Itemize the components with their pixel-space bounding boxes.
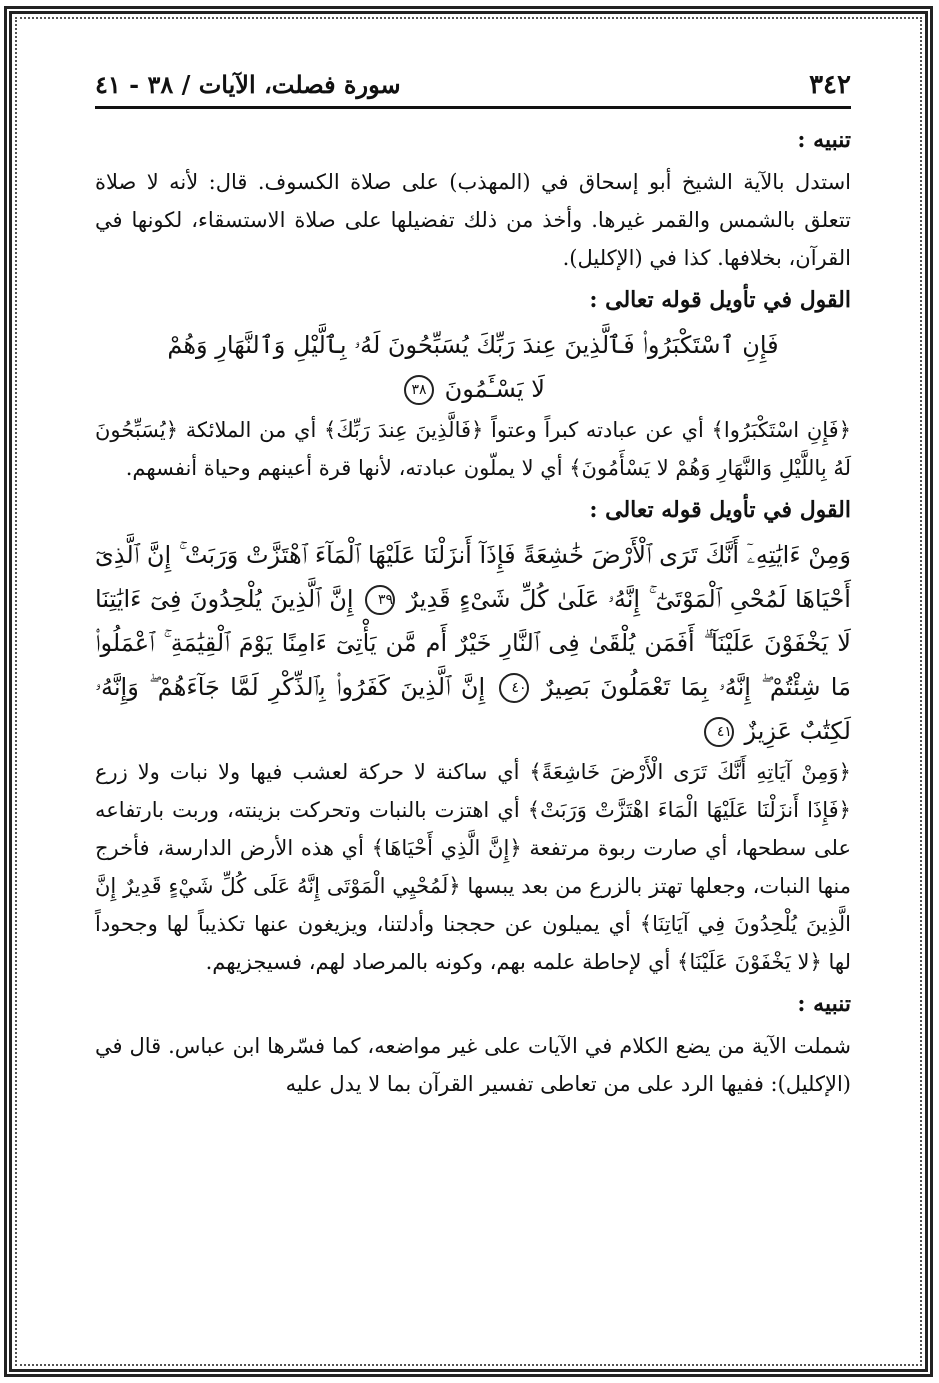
quran-verse-38-line2 [95,367,851,411]
page-number: ٣٤٢ [809,70,851,100]
note-heading: تنبيه : [797,991,851,1017]
quran-verse-41: إِنَّ ٱلَّذِينَ كَفَرُوا۟ بِٱلذِّكْرِ لَمَّا جَآءَهُمْ ۖ وَإِنَّهُۥ لَكِتَٰبٌ عَزِيزٌ [95,673,851,745]
commentary-paragraph: ﴿وَمِنْ آيَاتِهِ أَنَّكَ تَرَى الْأَرْضَ خَاشِعَةً﴾ أي ساكنة لا حركة لعشب فيها ولا نبات ولا زرع ﴿فَإِذَا أَنزَلْنَا عَلَيْهَا الْمَاءَ اهْتَزَّتْ وَرَبَتْ﴾ أي اهتزت بالنبات وتحركت بزينته، وربت بارتفاعه على سطحها، أي صارت ربوة مرتفعة ﴿إِنَّ الَّذِي أَحْيَاهَا﴾ أي هذه الأرض الدارسة، فأخرج منها النبات، وجعلها تهتز بالزرع من بعد يبسها ﴿لَمُحْيِي الْمَوْتَى إِنَّهُ عَلَى كُلِّ شَيْءٍ قَدِيرٌ إِنَّ الَّذِينَ يُلْحِدُونَ فِي آيَاتِنَا﴾ أي يميلون عن حججنا وأدلتنا، ويزيغون عنها تكذيباً لها وجحوداً لها ﴿لا يَخْفَوْنَ عَلَيْنَا﴾ أي لإحاطة علمه بهم، وكونه بالمرصاد لهم، فسيجزيهم. [95,760,851,974]
section-heading: القول في تأويل قوله تعالى : [589,497,851,523]
note-paragraph: شملت الآية من يضع الكلام في الآيات على غير مواضعه، كما فسّرها ابن عباس. قال في (الإكليل): ففيها الرد على من تعاطى تفسير القرآن بما لا يدل عليه [95,1034,851,1096]
ayah-number-marker: ٤٠ [499,673,529,703]
commentary-paragraph: ﴿فَإِنِ اسْتَكْبَرُوا﴾ أي عن عبادته كبراً وعتواً ﴿فَالَّذِينَ عِندَ رَبِّكَ﴾ أي من الملائكة ﴿يُسَبِّحُونَ لَهُ بِاللَّيْلِ وَالنَّهَارِ وَهُمْ لا يَسْأَمُونَ﴾ أي لا يملّون عبادته، لأنها قرة أعينهم وحياة أنفسهم. [95,418,851,480]
ayah-number-marker: ٤١ [704,717,734,747]
note-paragraph: استدل بالآية الشيخ أبو إسحاق في (المهذب) على صلاة الكسوف. قال: لأنه لا صلاة تتعلق بالشمس والقمر غيرها. وأخذ من ذلك تفضيلها على صلاة الاستسقاء، لكونها في القرآن، بخلافها. كذا في (الإكليل). [95,170,851,270]
quran-verses-39-41 [95,533,851,753]
ayah-number-marker: ٣٨ [404,375,434,405]
quran-verse-40: إِنَّ ٱلَّذِينَ يُلْحِدُونَ فِىٓ ءَايَٰتِنَا لَا يَخْفَوْنَ عَلَيْنَآ ۗ أَفَمَن يُلْقَىٰ فِى ٱلنَّارِ خَيْرٌ أَم مَّن يَأْتِىٓ ءَامِنًا يَوْمَ ٱلْقِيَٰمَةِ ۚ ٱعْمَلُوا۟ مَا شِئْتُمْ ۖ إِنَّهُۥ بِمَا تَعْمَلُونَ بَصِيرٌ [95,585,851,701]
surah-title: سورة فصلت، الآيات / ٣٨ - ٤١ [95,70,401,99]
note-heading: تنبيه : [797,127,851,153]
ayah-number-marker: ٣٩ [365,585,395,615]
quran-verse-39: وَمِنْ ءَايَٰتِهِۦٓ أَنَّكَ تَرَى ٱلْأَرْضَ خَٰشِعَةً فَإِذَآ أَنزَلْنَا عَلَيْهَا ٱلْمَآءَ ٱهْتَزَّتْ وَرَبَتْ ۚ إِنَّ ٱلَّذِىٓ أَحْيَاهَا لَمُحْىِ ٱلْمَوْتَىٰٓ ۚ إِنَّهُۥ عَلَىٰ كُلِّ شَىْءٍ قَدِيرٌ [95,541,851,613]
section-heading: القول في تأويل قوله تعالى : [589,287,851,313]
book-page [95,70,851,1103]
quran-verse-38-line1: فَإِنِ ٱسْتَكْبَرُوا۟ فَٱلَّذِينَ عِندَ رَبِّكَ يُسَبِّحُونَ لَهُۥ بِٱلَّيْلِ وَٱلنَّهَارِ وَهُمْ [167,331,779,359]
page-header [95,70,851,109]
quran-verse-38-text: لَا يَسْـَٔمُونَ [444,375,545,403]
